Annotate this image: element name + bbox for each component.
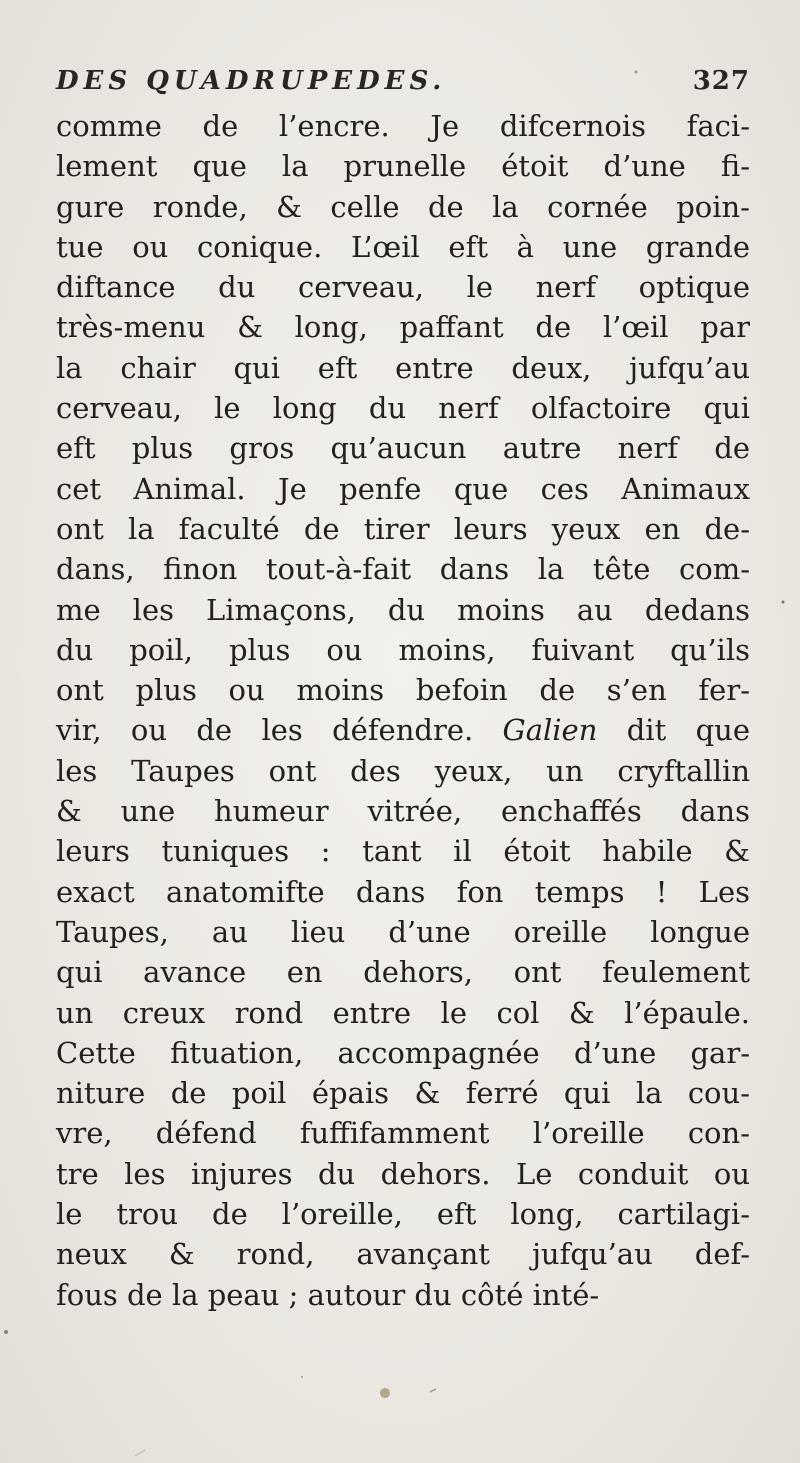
text-line: gure ronde, & celle de la cornée poin- [56,189,750,224]
body-text [56,106,750,1315]
text-line: vre, défend fuffifamment l’oreille con- [56,1116,750,1151]
text-line: cet Animal. Je penfe que ces Animaux [56,471,750,506]
text-line: du poil, plus ou moins, fuivant qu’ils [56,632,750,667]
text-line: comme de l’encre. Je difcernois faci- [56,109,750,143]
page-number: 327 [692,66,750,96]
text-line: eft plus gros qu’aucun autre nerf de [56,431,750,466]
text-line: les Taupes ont des yeux, un cryftallin [56,753,750,788]
text-line: vir, ou de les défendre. Galien dit que [56,713,750,748]
text-line: très-menu & long, paffant de l’œil par [56,310,750,345]
running-head [56,66,750,106]
running-head-title: DES QUADRUPEDES. [56,66,447,96]
text-line: dans, finon tout-à-fait dans la tête com- [56,552,750,587]
text-line: exact anatomifte dans fon temps ! Les [56,874,750,909]
text-line: cerveau, le long du nerf olfactoire qui [56,391,750,426]
text-line: un creux rond entre le col & l’épaule. [56,995,750,1030]
text-line: niture de poil épais & ferré qui la cou- [56,1076,750,1111]
text-line: Taupes, au lieu d’une oreille longue [56,914,750,949]
text-line: & une humeur vitrée, enchaffés dans [56,794,750,829]
text-line: ont plus ou moins befoin de s’en fer- [56,673,750,708]
text-line: la chair qui eft entre deux, jufqu’au [56,350,750,385]
text-line: fous de la peau ; autour du côté inté- [56,1277,600,1312]
text-line: me les Limaçons, du moins au dedans [56,592,750,627]
text-line: diftance du cerveau, le nerf optique [56,270,750,305]
text-line: lement que la prunelle étoit d’une fi- [56,149,750,184]
text-line: ont la faculté de tirer leurs yeux en de- [56,511,750,546]
text-line: neux & rond, avançant jufqu’au def- [56,1237,750,1272]
text-line: tre les injures du dehors. Le conduit ou [56,1156,750,1191]
text-line: tue ou conique. L’œil eft à une grande [56,229,750,264]
text-line: qui avance en dehors, ont feulement [56,955,750,990]
author-name: Galien [502,713,598,748]
text-line: le trou de l’oreille, eft long, cartilagi- [56,1197,750,1232]
text-line: Cette fituation, accompagnée d’une gar- [56,1035,750,1070]
text-line: leurs tuniques : tant il étoit habile & [56,834,750,869]
